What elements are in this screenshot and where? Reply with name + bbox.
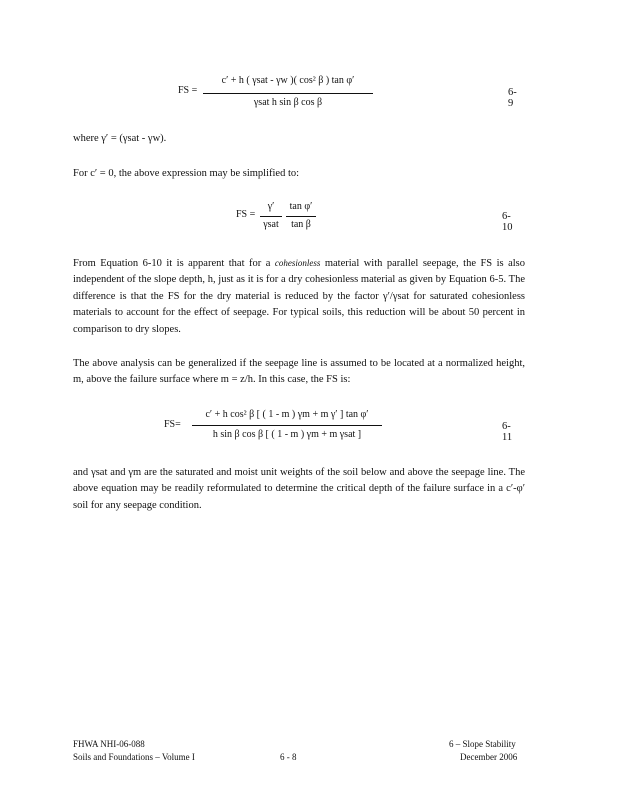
eq-6-9-numerator: c′ + h ( γsat - γw )( cos² β ) tan φ′ — [221, 75, 355, 86]
footer-left-bottom: Soils and Foundations – Volume I — [73, 752, 195, 762]
footer-left-top: FHWA NHI-06-088 — [73, 739, 145, 749]
eq-6-10-den1: γsat — [263, 219, 279, 230]
footer-page-number: 6 - 8 — [280, 752, 297, 762]
eq-6-10-num1: γ′ — [267, 201, 275, 212]
where-line: where γ′ = (γsat - γw). — [73, 133, 167, 144]
eq-6-9-number: 6-9 — [508, 87, 517, 109]
eq-6-10-den2: tan β — [291, 219, 311, 230]
eq-6-11-lhs: FS= — [164, 419, 181, 430]
eq-6-9-denominator: γsat h sin β cos β — [253, 97, 323, 108]
eq-6-11-fraction-bar — [192, 425, 382, 426]
para1-italic: cohesionless — [274, 258, 321, 268]
eq-6-10-lhs: FS = — [236, 209, 256, 220]
eq-6-10-bar1 — [260, 216, 282, 217]
eq-6-11-number: 6-11 — [502, 421, 513, 443]
eq-6-10-num2: tan φ′ — [289, 201, 313, 212]
paragraph-unit-weights: and γsat and γm are the saturated and moist unit weights of the soil below and above the seepage line. The above equation may be readily reformulated to determine the critical depth of the failure surface in a c′-φ′ soil for any seepage condition. — [73, 467, 525, 511]
paragraph-generalized: The above analysis can be generalized if the seepage line is assumed to be located at a normalized height, m, above the failure surface where m = z/h. In this case, the FS is: — [73, 358, 525, 386]
footer-right-bottom: December 2006 — [460, 752, 518, 762]
eq-6-9-lhs: FS = — [178, 85, 198, 96]
para1-before-italic: From Equation 6-10 it is apparent that for a — [73, 258, 271, 269]
eq-6-11-numerator: c′ + h cos² β [ ( 1 - m ) γm + m γ′ ] tan φ′ — [205, 409, 369, 420]
eq-6-10-bar2 — [286, 216, 316, 217]
para1-after-italic: material with parallel seepage, the FS is also independent of the slope depth, h, just as it is for a dry cohesionless material as given by Equation 6-5. The difference is that the FS for the dry material is reduced by the factor γ′/γsat for saturated cohesionless materials to account for the effect of seepage. For typical soils, this reduction will be about 50 percent in comparison to dry slopes. — [73, 258, 526, 335]
paragraph-cohesionless — [73, 255, 525, 338]
eq-6-9-fraction-bar — [203, 93, 373, 94]
eq-6-11-denominator: h sin β cos β [ ( 1 - m ) γm + m γsat ] — [212, 429, 362, 440]
eq-6-10-number: 6-10 — [502, 211, 513, 233]
simplify-line: For c′ = 0, the above expression may be simplified to: — [73, 168, 300, 179]
footer-right-top: 6 – Slope Stability — [449, 739, 516, 749]
